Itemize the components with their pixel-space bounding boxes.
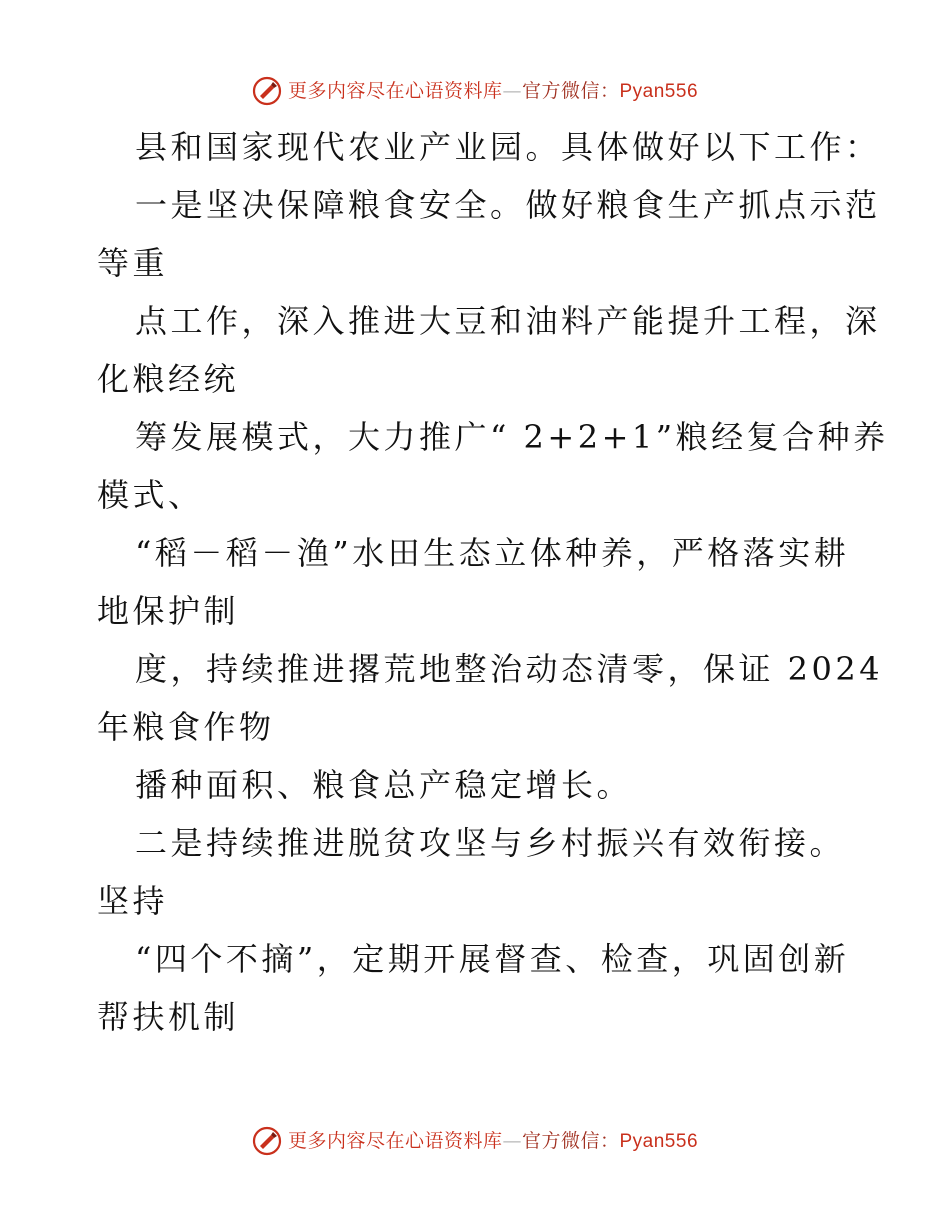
paragraph-line: 帮扶机制 <box>97 998 240 1036</box>
paragraph-line: 点工作，深入推进大豆和油料产能提升工程，深 <box>135 302 881 340</box>
paragraph-line: 坚持 <box>97 882 169 920</box>
paragraph-line: 播种面积、粮食总产稳定增长。 <box>135 766 633 804</box>
paragraph-line: 县和国家现代农业产业园。具体做好以下工作： <box>135 128 881 166</box>
document-body <box>97 118 889 1046</box>
header-watermark <box>0 76 950 106</box>
logo-icon <box>252 1126 282 1156</box>
paragraph-line: “稻－稻－渔”水田生态立体种养，严格落实耕 <box>135 534 850 572</box>
paragraph-line: 二是持续推进脱贫攻坚与乡村振兴有效衔接。 <box>135 824 846 862</box>
footer-watermark <box>0 1126 950 1156</box>
watermark-label: 官方微信： <box>521 79 620 102</box>
paragraph-line: 一是坚决保障粮食安全。做好粮食生产抓点示范 <box>135 186 881 224</box>
paragraph-line: 模式、 <box>97 476 204 514</box>
watermark-dash: — <box>502 79 522 102</box>
watermark-dash: — <box>502 1129 522 1152</box>
watermark-label: 官方微信： <box>521 1129 620 1152</box>
paragraph-line: 地保护制 <box>97 592 240 630</box>
paragraph-line: “四个不摘”，定期开展督查、检查，巩固创新 <box>135 940 850 978</box>
watermark-prefix: 更多内容尽在心语资料库 <box>287 79 503 102</box>
paragraph-line: 度，持续推进撂荒地整治动态清零，保证 2024 <box>135 650 884 688</box>
watermark-wechat-id: Pyan556 <box>619 80 699 102</box>
paragraph-line: 化粮经统 <box>97 360 240 398</box>
watermark-prefix: 更多内容尽在心语资料库 <box>287 1129 503 1152</box>
watermark-text <box>288 79 698 104</box>
watermark-text <box>288 1129 698 1154</box>
paragraph-line: 等重 <box>97 244 169 282</box>
paragraph-line: 筹发展模式，大力推广“ 2+2+1”粮经复合种养 <box>135 418 889 456</box>
paragraph-line: 年粮食作物 <box>97 708 275 746</box>
logo-icon <box>252 76 282 106</box>
watermark-wechat-id: Pyan556 <box>619 1130 699 1152</box>
